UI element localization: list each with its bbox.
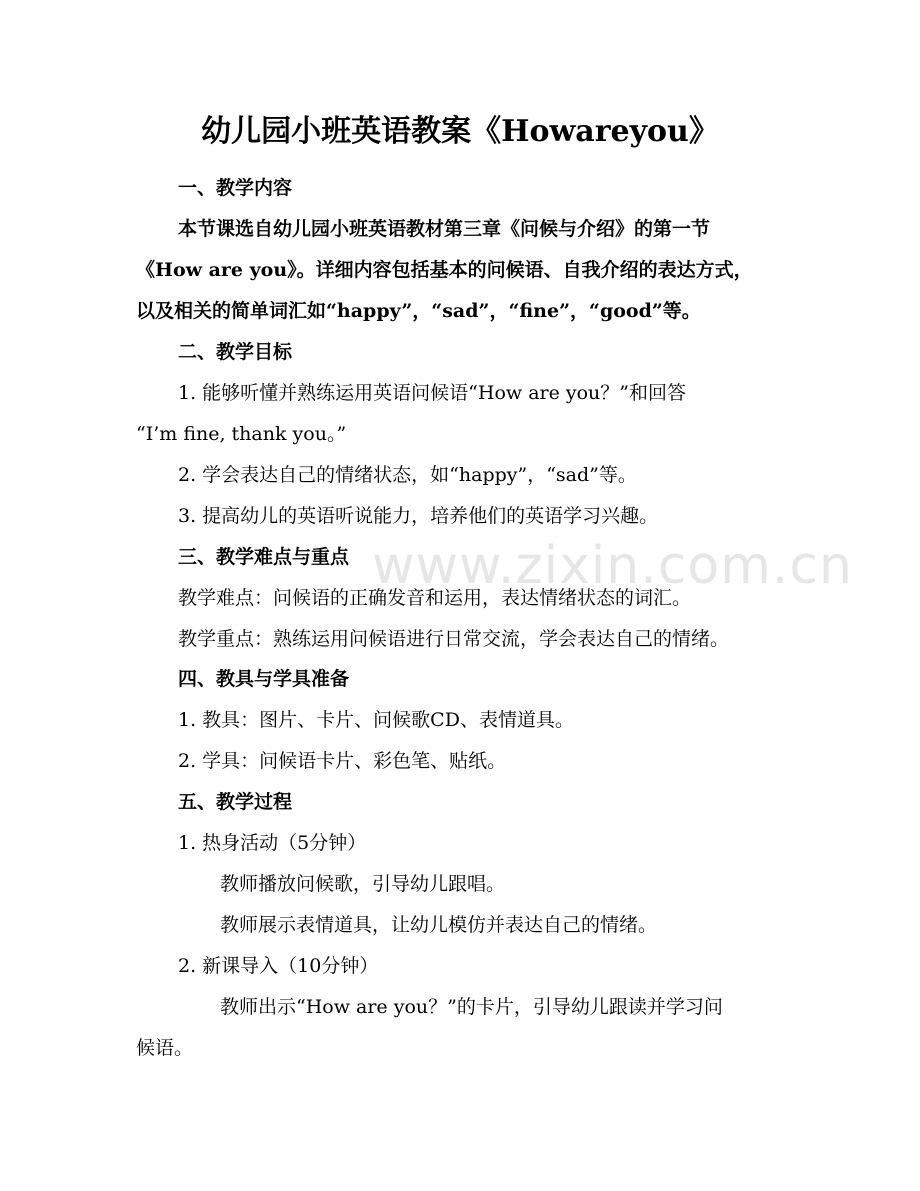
section-heading-process: 五、教学过程: [178, 791, 293, 813]
watermark: www.zixin.com.cn: [372, 536, 853, 596]
content-paragraph-line-2: 《How are you》。详细内容包括基本的问候语、自我介绍的表达方式，: [136, 259, 753, 281]
section-heading-content: 一、教学内容: [178, 177, 293, 199]
content-paragraph-line-3: 以及相关的简单词汇如“happy”，“sad”，“fine”，“good”等。: [136, 300, 701, 322]
process-step-1-line-1: 教师播放问候歌，引导幼儿跟唱。: [220, 873, 506, 895]
section-heading-objectives: 二、教学目标: [178, 341, 293, 363]
process-step-2-title: 2. 新课导入（10分钟）: [178, 955, 379, 977]
content-paragraph-line-1: 本节课选自幼儿园小班英语教材第三章《问候与介绍》的第一节: [178, 218, 711, 240]
objective-item-1-line-1: 1. 能够听懂并熟练运用英语问候语“How are you？”和回答: [178, 382, 687, 404]
objective-item-1-line-2: “I’m fine, thank you。”: [136, 423, 347, 445]
materials-item-1: 1. 教具：图片、卡片、问候歌CD、表情道具。: [178, 709, 574, 731]
process-step-2-line-2: 候语。: [136, 1037, 194, 1059]
process-step-1-line-2: 教师展示表情道具，让幼儿模仿并表达自己的情绪。: [220, 914, 658, 936]
section-heading-materials: 四、教具与学具准备: [178, 668, 350, 690]
materials-item-2: 2. 学具：问候语卡片、彩色笔、贴纸。: [178, 750, 507, 772]
process-step-2-line-1: 教师出示“How are you？”的卡片，引导幼儿跟读并学习问: [220, 996, 723, 1018]
teaching-focus: 教学重点：熟练运用问候语进行日常交流，学会表达自己的情绪。: [178, 628, 730, 650]
section-heading-key-points: 三、教学难点与重点: [178, 546, 350, 568]
process-step-1-title: 1. 热身活动（5分钟）: [178, 832, 367, 854]
objective-item-2: 2. 学会表达自己的情绪状态，如“happy”，“sad”等。: [178, 464, 637, 486]
document-title: 幼儿园小班英语教案《Howareyou》: [201, 114, 719, 149]
teaching-difficulty: 教学难点：问候语的正确发音和运用，表达情绪状态的词汇。: [178, 587, 692, 609]
objective-item-3: 3. 提高幼儿的英语听说能力，培养他们的英语学习兴趣。: [178, 505, 659, 527]
